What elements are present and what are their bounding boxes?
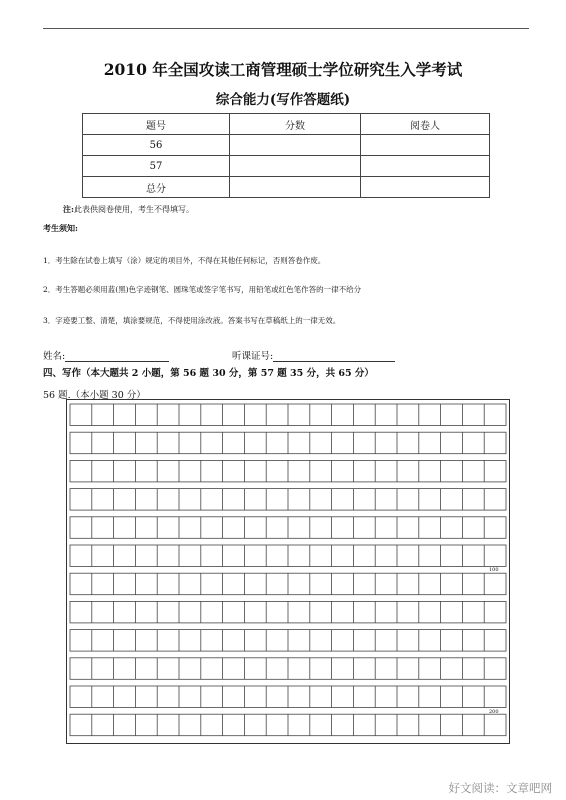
instruction-item: 3．字迹要工整、清楚，填涂要规范，不得使用涂改液。答案书写在草稿纸上的一律无效。 xyxy=(43,316,341,325)
column-header: 阅卷人 xyxy=(361,114,490,135)
column-header: 分数 xyxy=(230,114,361,135)
name-blank[interactable] xyxy=(65,350,169,362)
table-header-row xyxy=(83,114,490,135)
writing-grid[interactable] xyxy=(66,399,510,744)
total-label-cell: 总分 xyxy=(83,177,230,198)
section-heading: 四、写作（本大题共 2 小题，第 56 题 30 分，第 57 题 35 分，共 65 分） xyxy=(43,368,374,379)
table-row xyxy=(83,135,490,156)
score-cell xyxy=(230,177,361,198)
exam-title: 2010 年全国攻读工商管理硕士学位研究生入学考试 xyxy=(103,60,463,79)
table-row xyxy=(83,177,490,198)
sheet-subtitle: 综合能力(写作答题纸) xyxy=(215,92,351,108)
watermark: 好文阅读：文章吧网 xyxy=(448,781,552,795)
id-blank[interactable] xyxy=(273,350,395,362)
note-text: 此表供阅卷使用，考生不得填写。 xyxy=(73,205,194,214)
instruction-item: 2．考生答题必须用蓝(黑)色字迹钢笔、圆珠笔或签字笔书写，用铅笔或红色笔作答的一律不给分 xyxy=(43,285,362,294)
id-field xyxy=(232,348,395,362)
score-cell xyxy=(230,156,361,177)
instruction-item: 1．考生除在试卷上填写（涂）规定的项目外，不得在其他任何标记，否则答卷作废。 xyxy=(43,256,326,265)
table-note xyxy=(63,204,194,215)
score-cell xyxy=(230,135,361,156)
grader-cell xyxy=(361,156,490,177)
instructions-heading: 考生须知: xyxy=(43,223,78,233)
table-row xyxy=(83,156,490,177)
word-count-marker: 100 xyxy=(489,567,499,573)
word-count-marker: 200 xyxy=(489,709,499,715)
grid-lines xyxy=(67,400,509,743)
header-rule xyxy=(43,28,529,29)
name-field xyxy=(43,348,169,362)
id-label: 听课证号: xyxy=(232,351,274,362)
name-label: 姓名: xyxy=(43,351,66,362)
grader-cell xyxy=(361,177,490,198)
question-number-cell: 57 xyxy=(83,156,230,177)
score-table xyxy=(82,113,490,198)
question-label: 56 题.（本小题 30 分） xyxy=(43,390,146,401)
question-number-cell: 56 xyxy=(83,135,230,156)
column-header: 题号 xyxy=(83,114,230,135)
grader-cell xyxy=(361,135,490,156)
note-label: 注: xyxy=(63,204,74,214)
